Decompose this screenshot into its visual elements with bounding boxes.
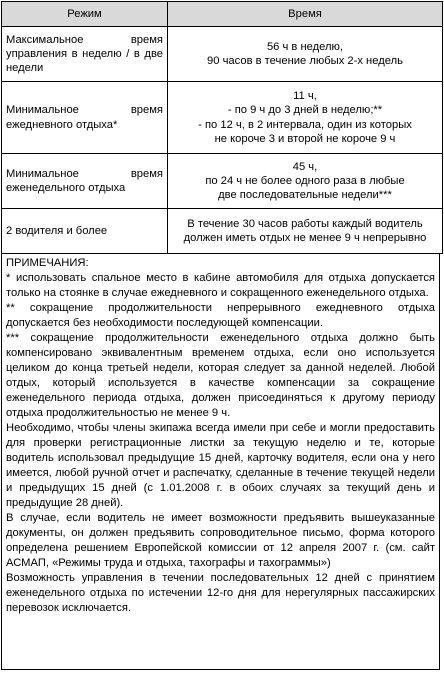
table-row: [2, 27, 443, 82]
note-paragraph: В случае, если водитель не имеет возможности предъявить вышеуказанные документы, он должен предъявить сопроводительное письмо, форма которого определена решением Европейской комиссии от 12 апреля 2007 г. (см. сайт АСМАП, «Режимы труда и отдыха, тахографы и тахограммы»): [6, 512, 435, 569]
row-mode-cell: Минимальное время ежедневного отдыха*: [2, 82, 168, 154]
note-paragraph: ** сокращение продолжительности непрерывного ежедневного отдыха допускается без необходимости последующей компенсации.: [6, 302, 435, 329]
time-line: 90 часов в течение любых 2-х недель: [207, 55, 403, 67]
row-time-cell: [168, 27, 443, 82]
time-line: 45 ч,: [292, 160, 318, 173]
row-mode-cell: Минимальное время еженедельного отдыха: [2, 154, 168, 209]
row-time-cell: [168, 209, 443, 254]
time-line: - по 9 ч до 3 дней в неделю;**: [227, 104, 383, 117]
time-line: В течение 30 часов работы каждый водитель: [187, 217, 423, 230]
note-paragraph: Возможность управления в течении последовательных 12 дней с принятием еженедельного отдыха по истечении 12-го дня для нерегулярных пассажирских перевозок исключается.: [6, 572, 435, 614]
driving-rest-table: [1, 1, 443, 254]
time-line: по 24 ч не более одного раза в любые: [205, 174, 405, 187]
time-line: должен иметь отдых не менее 9 ч непрерывно: [183, 232, 427, 244]
notes-box: [1, 254, 440, 670]
row-mode-cell: 2 водителя и более: [2, 209, 168, 254]
table-row: [2, 154, 443, 209]
note-paragraph: Необходимо, чтобы члены экипажа всегда имели при себе и могли предоставить для проверки регистрационные листки за текущую неделю и те, которые водитель использовал предыдущие 15 дней, карточку водителя, если она у него имеется, любой ручной отчет и распечатку, сделанные в течение текущей недели и предыдущих 15 дней (с 1.01.2008 г. в обоих случаях за текущий день и предыдущие 28 дней).: [6, 422, 435, 509]
notes-heading: ПРИМЕЧАНИЯ:: [6, 257, 89, 269]
note-paragraph: *** сокращение продолжительности еженедельного отдыха должно быть компенсировано эквивалентным временем отдыха, если оно используется целиком до конца третьей недели, которая следует за данной неделей. Любой отдых, который используется в качестве компенсации за сокращение еженедельного периода отдыха, должен присоединяться к другому периоду отдыха продолжительностью не менее 9 ч.: [6, 332, 435, 419]
table-row: [2, 209, 443, 254]
header-mode: Режим: [2, 2, 168, 27]
header-time: Время: [168, 2, 443, 27]
row-time-cell: [168, 82, 443, 154]
time-line: не короче 3 и второй не короче 9 ч: [214, 132, 396, 145]
row-mode-cell: Максимальное время управления в неделю / в две недели: [2, 27, 168, 82]
document: [1, 1, 442, 670]
table-header-row: [2, 2, 443, 27]
table-row: [2, 82, 443, 154]
row-time-cell: [168, 154, 443, 209]
time-line: 56 ч в неделю,: [266, 40, 344, 53]
time-line: - по 12 ч, в 2 интервала, один из которых: [198, 118, 412, 131]
note-paragraph: * использовать спальное место в кабине автомобиля для отдыха допускается только на стоянке в случае ежедневного и сокращенного еженедельного отдыха.: [6, 272, 435, 299]
time-line: 11 ч,: [293, 89, 317, 102]
time-line: две последовательные недели***: [218, 189, 392, 202]
